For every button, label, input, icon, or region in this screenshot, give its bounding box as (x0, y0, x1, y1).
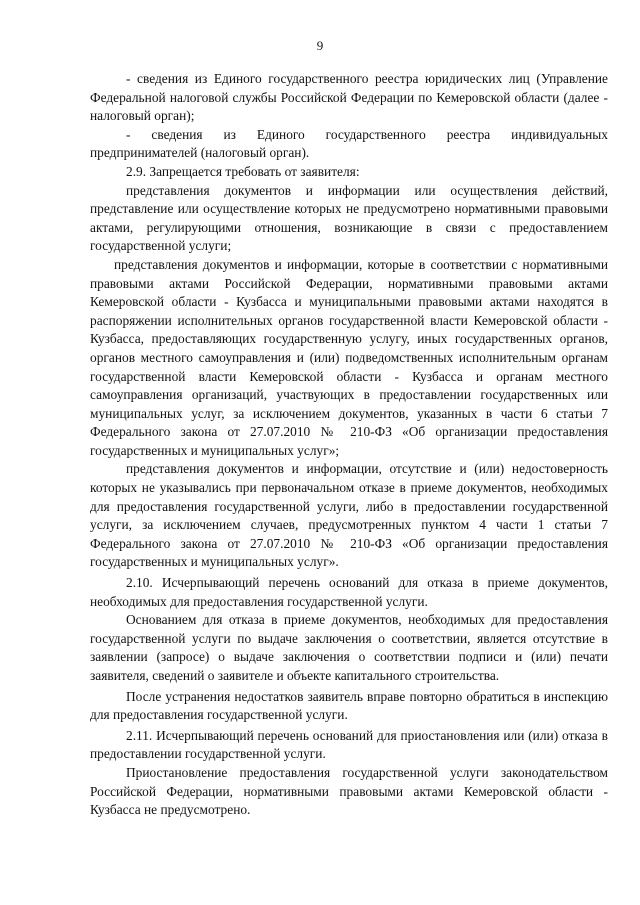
document-body (90, 70, 608, 820)
paragraph-2-10-grounds: Основанием для отказа в приеме документов, необходимых для предоставления государственной услуги по выдаче заключения о соответствии, является отсутствие в заявлении (запросе) о выдаче заключения о соответствии подписи и (или) печати заявителя, сведений о заявителе и объекте капитального строительства. (90, 612, 608, 683)
paragraph-2-9-item-3: представления документов и информации, отсутствие и (или) недостоверность которых не указывались при первоначальном отказе в приеме документов, необходимых для предоставления государственной услуги, либо в предоставлении государственной услуги, за исключением случаев, предусмотренных пунктом 4 части 1 статьи 7 Федерального закона от 27.07.2010 № 210-ФЗ «Об организации предоставления государственных и муниципальных услуг». (90, 461, 608, 570)
paragraph-2-9-item-2: представления документов и информации, которые в соответствии с нормативными правовыми актами Российской Федерации, нормативными правовыми актами Кемеровской области - Кузбасса и муниципальными правовыми актами находятся в распоряжении исполнительных органов государственной власти Кемеровской области - Кузбасса, предоставляющих государственную услугу, иных государственных органов, органов местного самоуправления и (или) подведомственных исполнительным органам государственной власти Кемеровской области - Кузбасса и органам местного самоуправления организаций, участвующих в предоставлении государственных или муниципальных услуг, за исключением документов, указанных в части 6 статьи 7 Федерального закона от 27.07.2010 № 210-ФЗ «Об организации предоставления государственных и муниципальных услуг»; (90, 256, 608, 458)
paragraph-2-9-item-1: представления документов и информации или осуществления действий, представление или осуществление которых не предусмотрено нормативными правовыми актами, регулирующими отношения, возникающие в связи с предоставлением государственной услуги; (90, 182, 608, 254)
paragraph-egrip: - сведения из Единого государственного реестра индивидуальных предпринимателей (налоговый орган). (90, 126, 608, 161)
paragraph-2-10-reapply: После устранения недостатков заявитель вправе повторно обратиться в инспекцию для предоставления государственной услуги. (90, 688, 608, 723)
page-number: 9 (316, 38, 324, 53)
paragraph-2-11-suspension: Приостановление предоставления государственной услуги законодательством Российской Федерации, нормативными правовыми актами Кемеровской области - Кузбасса не предусмотрено. (90, 764, 608, 818)
paragraph-2-10-heading: 2.10. Исчерпывающий перечень оснований для отказа в приеме документов, необходимых для предоставления государственной услуги. (90, 575, 608, 609)
paragraph-2-11-heading: 2.11. Исчерпывающий перечень оснований для приостановления или (или) отказа в предоставлении государственной услуги. (90, 727, 608, 762)
paragraph-egrul: - сведения из Единого государственного реестра юридических лиц (Управление Федеральной налоговой службы Российской Федерации по Кемеровской области (далее - налоговый орган); (90, 71, 608, 124)
paragraph-2-9-heading: 2.9. Запрещается требовать от заявителя: (126, 163, 360, 179)
